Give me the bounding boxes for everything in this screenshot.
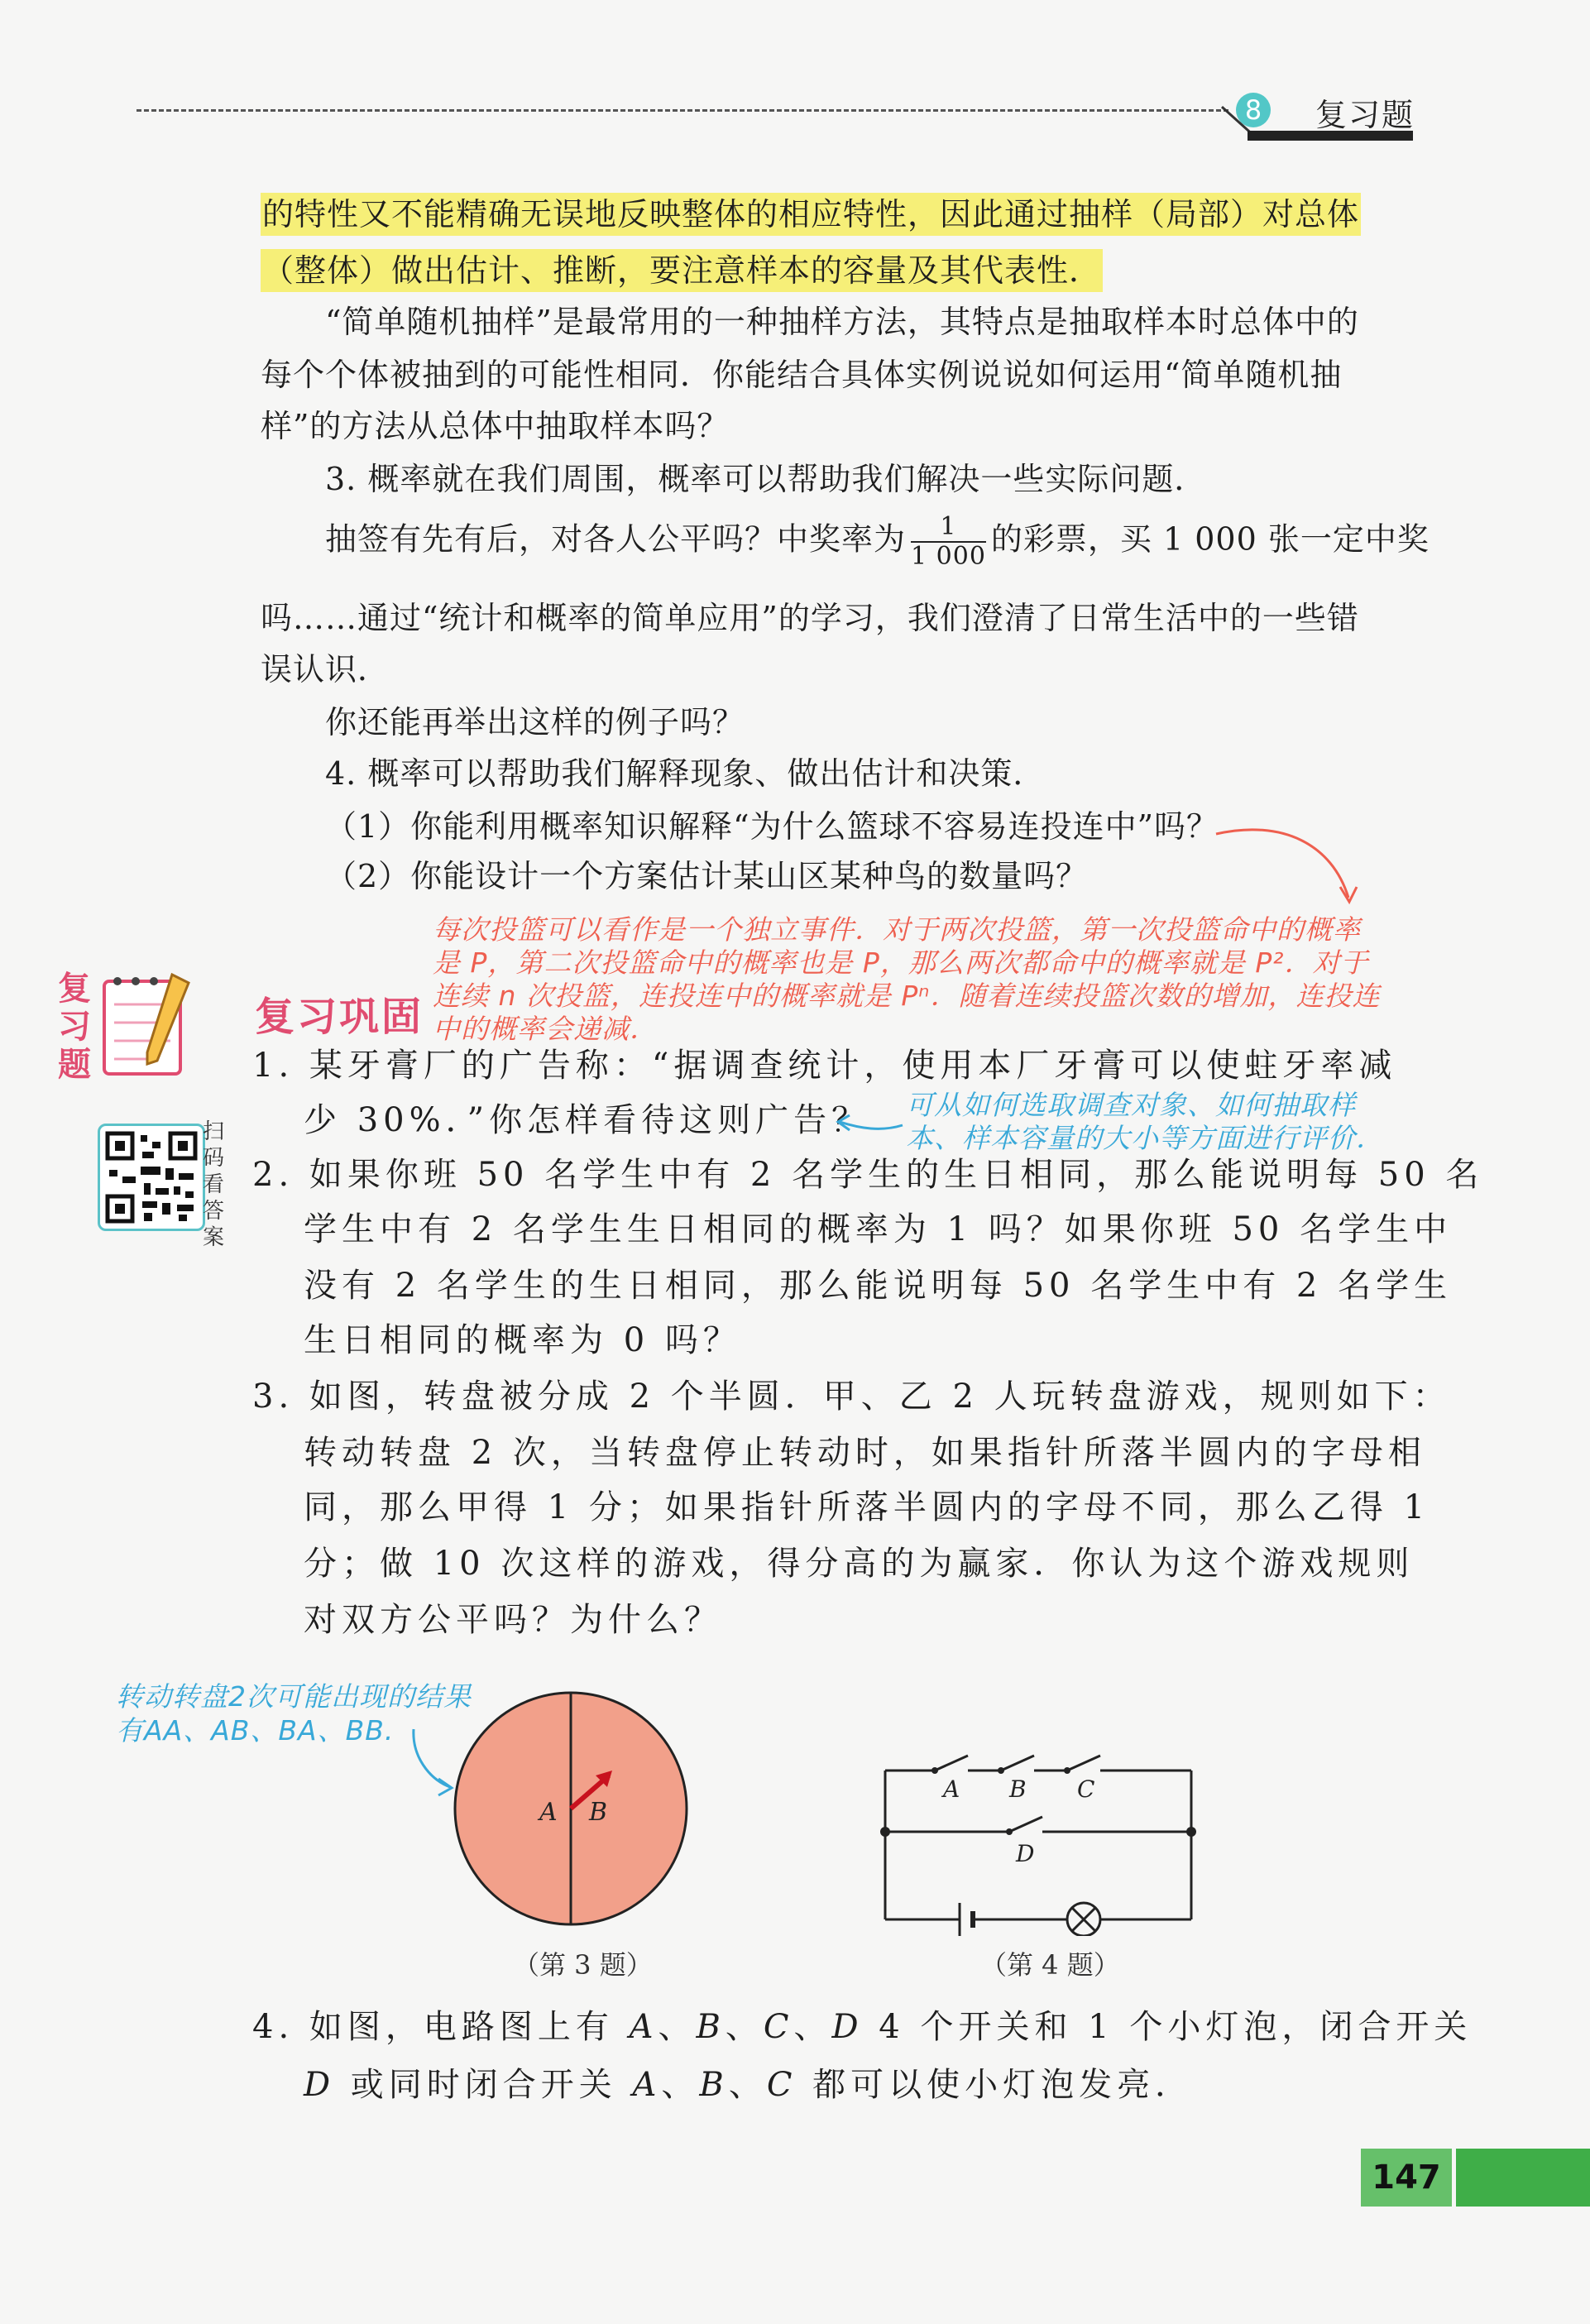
text-line: （1）你能利用概率知识解释“为什么篮球不容易连投连中”吗？ bbox=[325, 808, 1219, 845]
circuit-figure bbox=[877, 1746, 1216, 1936]
page-number-bar bbox=[1456, 2149, 1590, 2207]
section-side-label: 复习题 bbox=[58, 970, 91, 1084]
question-2-line: 生日相同的概率为 0 吗？ bbox=[304, 1321, 741, 1359]
text-line: 吗……通过“统计和概率的简单应用”的学习，我们澄清了日常生活中的一些错 bbox=[261, 600, 1359, 636]
switch-c-label: C bbox=[1077, 1775, 1095, 1803]
question-1-line: 少 30%．”你怎样看待这则广告？ bbox=[304, 1101, 870, 1139]
question-3-line: 分；做 10 次这样的游戏，得分高的为赢家．你认为这个游戏规则 bbox=[304, 1545, 1415, 1583]
annotation-line: 有AA、AB、BA、BB. bbox=[116, 1714, 395, 1747]
annotation-line: 中的概率会递减． bbox=[433, 1013, 658, 1045]
question-3-line: 对双方公平吗？为什么？ bbox=[304, 1601, 722, 1639]
section-title: 复习巩固 bbox=[255, 994, 424, 1040]
text-line: “简单随机抽样”是最常用的一种抽样方法，其特点是抽取样本时总体中的 bbox=[325, 304, 1359, 340]
annotation-line: 是 P，第二次投篮命中的概率也是 P，那么两次都命中的概率就是 P²．对于 bbox=[433, 946, 1369, 979]
spinner-label-b: B bbox=[589, 1798, 608, 1827]
figure-caption: （第 3 题） bbox=[513, 1949, 653, 1981]
notepad-pencil-icon bbox=[93, 968, 200, 1084]
chapter-number-badge: 8 bbox=[1236, 93, 1271, 127]
qr-code[interactable] bbox=[98, 1124, 205, 1231]
switch-a-label: A bbox=[943, 1775, 960, 1803]
switch-a-blade bbox=[935, 1756, 968, 1771]
figure-caption: （第 4 题） bbox=[980, 1949, 1120, 1981]
chapter-title: 复习题 bbox=[1315, 97, 1415, 133]
question-3-line: 3. 如图，转盘被分成 2 个半圆．甲、乙 2 人玩转盘游戏，规则如下： bbox=[252, 1378, 1451, 1416]
text-line: 样”的方法从总体中抽取样本吗？ bbox=[261, 408, 730, 444]
text-line: （整体）做出估计、推断，要注意样本的容量及其代表性． bbox=[261, 255, 1103, 286]
text-line: 抽签有先有后，对各人公平吗？中奖率为 $\frac{1}{1 000}$ 的彩票，买 1 000 张一定中奖 bbox=[325, 512, 1430, 571]
question-1-line: 1. 某牙膏厂的广告称：“据调查统计，使用本厂牙膏可以使蛀牙率减 bbox=[252, 1047, 1397, 1085]
header-rule bbox=[136, 109, 1228, 112]
question-4-line: D 或同时闭合开关 A、B、C 都可以使小灯泡发亮． bbox=[304, 2066, 1194, 2104]
switch-b-label: B bbox=[1009, 1775, 1027, 1803]
question-2-line: 2. 如果你班 50 名学生中有 2 名学生的生日相同，那么能说明每 50 名 bbox=[252, 1156, 1484, 1194]
junction-node bbox=[880, 1827, 890, 1837]
switch-c-blade bbox=[1067, 1756, 1100, 1771]
question-2-line: 学生中有 2 名学生生日相同的概率为 1 吗？如果你班 50 名学生中 bbox=[304, 1210, 1453, 1248]
text-line: 每个个体被抽到的可能性相同．你能结合具体实例说说如何运用“简单随机抽 bbox=[261, 357, 1343, 393]
annotation-line: 每次投篮可以看作是一个独立事件．对于两次投篮，第一次投篮命中的概率 bbox=[433, 913, 1361, 946]
text-line: 的特性又不能精确无误地反映整体的相应特性，因此通过抽样（局部）对总体 bbox=[261, 199, 1361, 230]
question-3-line: 同，那么甲得 1 分；如果指针所落半圆内的字母不同，那么乙得 1 bbox=[304, 1488, 1430, 1526]
text-line: 你还能再举出这样的例子吗？ bbox=[325, 704, 745, 740]
text-line: （2）你能设计一个方案估计某山区某种鸟的数量吗？ bbox=[325, 858, 1089, 894]
question-4-line: 4. 如图，电路图上有 A、B、C、D 4 个开关和 1 个小灯泡，闭合开关 bbox=[252, 2008, 1473, 2046]
qr-code-icon bbox=[103, 1128, 200, 1226]
annotation-line: 本、样本容量的大小等方面进行评价． bbox=[906, 1122, 1384, 1154]
switch-d-blade bbox=[1009, 1817, 1042, 1832]
annotation-line: 转动转盘2次可能出现的结果 bbox=[116, 1680, 472, 1713]
annotation-line: 连续 n 次投篮，连投连中的概率就是 Pⁿ．随着连续投篮次数的增加，连投连 bbox=[433, 980, 1381, 1012]
question-2-line: 没有 2 名学生的生日相同，那么能说明每 50 名学生中有 2 名学生 bbox=[304, 1267, 1453, 1305]
text-line: 误认识． bbox=[261, 651, 390, 688]
annotation-line: 可从如何选取调查对象、如何抽取样 bbox=[906, 1089, 1356, 1121]
qr-label: 扫码看答案 bbox=[203, 1119, 225, 1250]
page-number: 147 bbox=[1361, 2149, 1452, 2207]
spinner-figure bbox=[447, 1684, 695, 1933]
switch-b-blade bbox=[1001, 1756, 1034, 1771]
text-line: 3. 概率就在我们周围，概率可以帮助我们解决一些实际问题． bbox=[325, 461, 1207, 497]
question-3-line: 转动转盘 2 次，当转盘停止转动时，如果指针所落半圆内的字母相 bbox=[304, 1434, 1426, 1472]
spinner-label-a: A bbox=[539, 1798, 558, 1827]
annotation-arrow-blue bbox=[831, 1109, 910, 1142]
junction-node bbox=[1186, 1827, 1196, 1837]
text-line: 4. 概率可以帮助我们解释现象、做出估计和决策． bbox=[325, 755, 1046, 792]
annotation-arrow-red bbox=[1208, 819, 1373, 918]
fraction: $\frac{1}{1 000}$ bbox=[911, 512, 986, 571]
switch-d-label: D bbox=[1016, 1840, 1035, 1867]
